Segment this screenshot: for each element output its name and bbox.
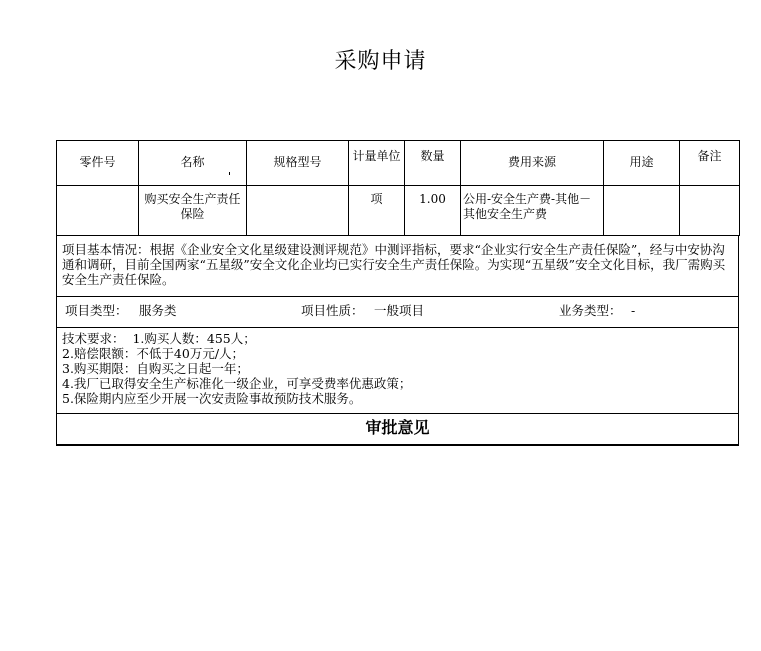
cell-qty: 1.00: [405, 186, 461, 236]
tech-item: 1.购买人数：455人；: [132, 331, 256, 346]
cell-unit: 项: [349, 186, 405, 236]
divider-tick: [229, 172, 230, 175]
project-nature-label: 项目性质：: [301, 303, 364, 318]
tech-item: 5.保险期内应至少开展一次安责险事故预防技术服务。: [62, 391, 362, 406]
header-qty: 数量: [405, 141, 461, 186]
project-type-value: 服务类: [139, 303, 177, 318]
approval-heading: 审批意见: [56, 414, 739, 446]
project-meta: [56, 297, 739, 328]
table-header-row: [57, 141, 740, 186]
cell-part-no: [57, 186, 139, 236]
purchase-request-form: [56, 140, 739, 446]
header-usage: 用途: [604, 141, 680, 186]
header-remark: 备注: [680, 141, 740, 186]
project-nature-value: 一般项目: [374, 303, 425, 318]
project-type-label: 项目类型：: [65, 303, 128, 318]
cell-spec: [247, 186, 349, 236]
project-description: 项目基本情况：根据《企业安全文化星级建设测评规范》中测评指标，要求“企业实行安全生产责任保险”，经与中安协沟通和调研，目前全国两家“五星级”安全文化企业均已实行安全生产责任保险。为实现“五星级”安全文化目标，我厂需购买安全生产责任保险。: [56, 236, 739, 297]
header-part-no: 零件号: [57, 141, 139, 186]
tech-line-1: [62, 331, 733, 346]
items-table: [56, 140, 740, 236]
page-title: 采购申请: [334, 49, 427, 74]
business-type-label: 业务类型：: [559, 303, 622, 318]
tech-item: 2.赔偿限额：不低于40万元/人；: [62, 346, 245, 361]
table-row: [57, 186, 740, 236]
cell-name: 购买安全生产责任保险: [139, 186, 247, 236]
tech-label: 技术要求：: [62, 331, 125, 346]
header-unit: 计量单位: [349, 141, 405, 186]
header-source: 费用来源: [461, 141, 604, 186]
header-spec: 规格型号: [247, 141, 349, 186]
tech-item: 4.我厂已取得安全生产标准化一级企业，可享受费率优惠政策；: [62, 376, 412, 391]
header-name: 名称: [139, 141, 247, 186]
business-type-value: -: [631, 303, 636, 318]
tech-item: 3.购买期限：自购买之日起一年；: [62, 361, 249, 376]
cell-source: 公用-安全生产费-其他－其他安全生产费: [461, 186, 604, 236]
technical-requirements: [56, 328, 739, 414]
cell-usage: [604, 186, 680, 236]
cell-remark: [680, 186, 740, 236]
